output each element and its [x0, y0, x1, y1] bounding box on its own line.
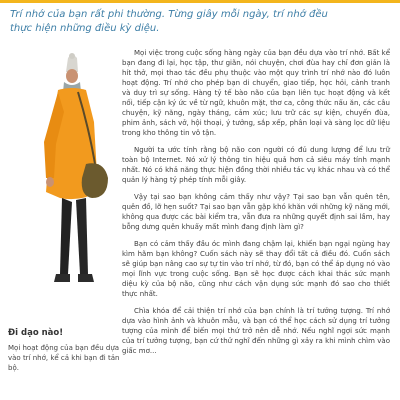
paragraph: Người ta ước tính rằng bộ não con người có đủ dung lượng để lưu trữ toàn bộ Internet. Nó xử lý thông tin hiệu quả hơn cả siêu máy tính mạnh nhất. Nó có khả năng thực hiện đồng thời nhiều tác vụ khác nhau và có thể quản lý hàng tỷ phép tính mỗi giây.	[122, 146, 390, 184]
top-accent-bar	[0, 0, 400, 3]
paragraph: Chìa khóa để cải thiện trí nhớ của bạn chính là trí tưởng tượng. Trí nhớ dựa vào hình ảnh và khuôn mẫu, và bạn có thể học cách sử dụng trí tưởng tượng của mình để biến mọi thứ trở nên dễ nhớ. Nếu nghĩ ngợi sức mạnh của trí tưởng tượng, bạn cứ thử nghĩ đến những gì xảy ra khi mình chìm vào giấc mơ...	[122, 307, 390, 355]
paragraph: Mọi việc trong cuộc sống hàng ngày của bạn đều dựa vào trí nhớ. Bất kể bạn đang đi lại, học tập, thư giãn, nói chuyện, chơi đùa hay chỉ đơn giản là hít thở, mọi thao tác đều phụ thuộc vào một quy trình trí nhớ nào đó luôn hoạt động. Trí nhớ cho phép bạn di chuyển, giao tiếp, học hỏi, cảnh tranh và duy trì sự sống. Hàng tỷ tế bào não của bạn liên tục hoạt động và kết nối, tiếp cận ký ức về từ ngữ, khuôn mặt, thơ ca, công thức nấu ăn, các câu chuyện, kỹ năng, ngày tháng, cảm xúc; lưu trữ các sự kiện, chuyến đùa, phim ảnh, sách vở, hội thoại, ý tưởng, sắp xếp, phân loại và sàng lọc dữ liệu trong kho thông tin vô tận.	[122, 49, 390, 137]
caption-body: Mọi hoạt động của bạn đều dựa vào trí nhớ, kể cả khi bạn đi tản bộ.	[8, 344, 120, 372]
caption-title: Đi dạo nào!	[8, 328, 64, 338]
article-body	[122, 48, 390, 363]
figure-caption	[8, 328, 120, 373]
woman-walking-illustration	[20, 52, 120, 308]
intro-text: Trí nhớ của bạn rất phi thường. Từng giây mỗi ngày, trí nhớ đều thực hiện những điều kỳ diệu.	[10, 9, 328, 34]
paragraph: Vậy tại sao bạn không cảm thấy như vậy? Tại sao bạn vẫn quên tên, quên đồ, lỡ hẹn suốt? Tại sao bạn vẫn gặp khó khăn với những kỹ năng mới, không qua được các bài kiểm tra, vẫn đưa ra những quyết định sai lầm, hay bỗng dưng quên khuấy mất mình đang định làm gì?	[122, 193, 390, 231]
paragraph: Bạn có cảm thấy đầu óc mình đang chậm lại, khiến bạn ngại ngùng hay kìm hãm bạn không? Cuốn sách này sẽ thay đổi tất cả điều đó. Cuốn sách sẽ giúp bạn nâng cao sự tự tin vào trí nhớ, từ đó, bạn có thể áp dụng nó vào mọi lĩnh vực trong cuộc sống. Bạn sẽ học được cách khai thác sức mạnh diệu kỳ của bộ não, cũng như cách vận dụng sức mạnh đó sao cho thiết thực nhất.	[122, 240, 390, 298]
